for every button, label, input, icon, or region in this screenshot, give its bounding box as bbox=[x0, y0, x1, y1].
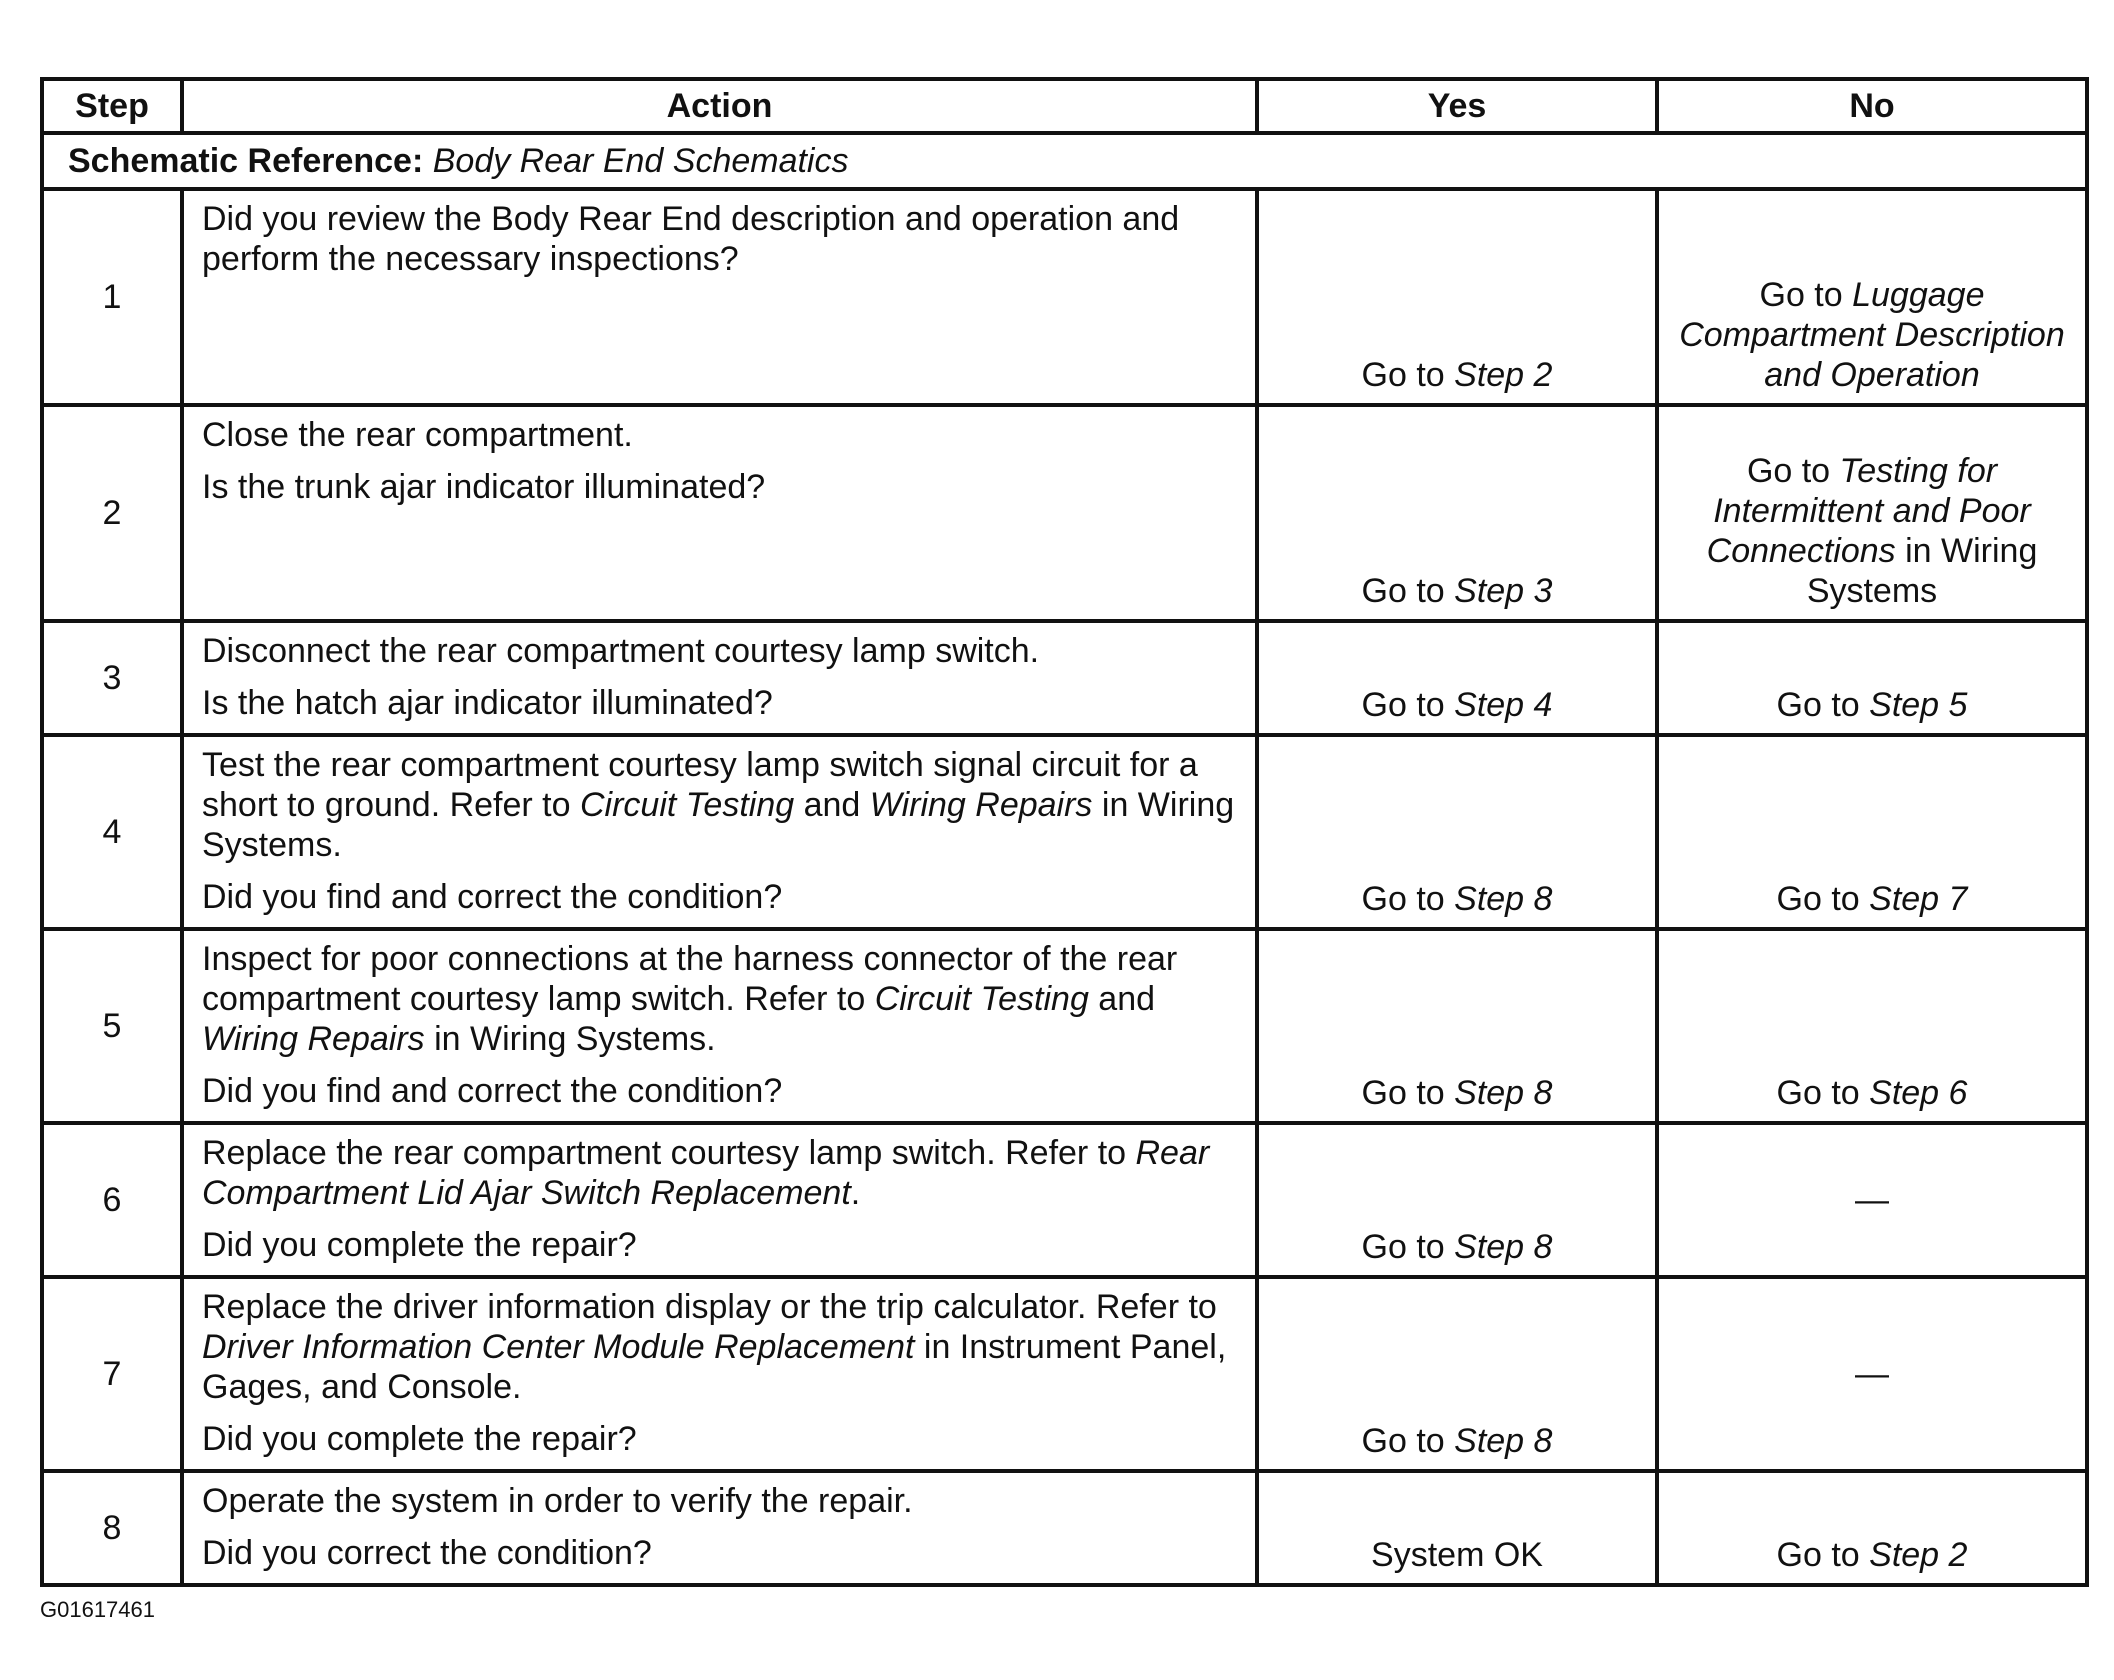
circuit-testing-link[interactable]: Circuit Testing bbox=[874, 980, 1089, 1018]
no-prefix: Go to bbox=[1776, 686, 1870, 724]
table-row bbox=[42, 1123, 2087, 1277]
no-step-link[interactable]: Step 6 bbox=[1869, 1074, 1968, 1112]
no-prefix: Go to bbox=[1776, 880, 1870, 918]
no-cell bbox=[1657, 621, 2087, 735]
action-question: Did you complete the repair? bbox=[202, 1420, 637, 1458]
yes-cell-system-ok: System OK bbox=[1257, 1471, 1657, 1585]
yes-step-link[interactable]: Step 8 bbox=[1454, 1422, 1553, 1460]
step-number: 6 bbox=[42, 1123, 182, 1277]
action-text: Close the rear compartment. bbox=[202, 416, 633, 454]
no-step-link[interactable]: Step 5 bbox=[1869, 686, 1968, 724]
no-cell-dash: — bbox=[1657, 1277, 2087, 1471]
action-cell bbox=[182, 929, 1257, 1123]
table-row bbox=[42, 189, 2087, 405]
action-question: Did you find and correct the condition? bbox=[202, 1072, 783, 1110]
yes-prefix: Go to bbox=[1361, 880, 1455, 918]
no-step-link[interactable]: Step 2 bbox=[1869, 1536, 1968, 1574]
header-step: Step bbox=[42, 79, 182, 133]
diagnostic-table bbox=[40, 77, 2089, 1587]
action-cell bbox=[182, 621, 1257, 735]
action-text: Operate the system in order to verify the repair. bbox=[202, 1482, 913, 1520]
yes-cell bbox=[1257, 405, 1657, 621]
step-number: 2 bbox=[42, 405, 182, 621]
no-reference-link[interactable]: Luggage Compartment Description and Operation bbox=[1679, 276, 2065, 394]
yes-prefix: Go to bbox=[1361, 356, 1455, 394]
action-question: Did you correct the condition? bbox=[202, 1534, 652, 1572]
no-cell bbox=[1657, 735, 2087, 929]
no-prefix: Go to bbox=[1776, 1536, 1870, 1574]
schematic-reference-label: Schematic Reference: bbox=[68, 142, 424, 180]
table-row bbox=[42, 405, 2087, 621]
no-prefix: Go to bbox=[1776, 1074, 1870, 1112]
action-cell bbox=[182, 405, 1257, 621]
yes-cell bbox=[1257, 621, 1657, 735]
no-prefix: Go to bbox=[1759, 276, 1853, 314]
yes-prefix: Go to bbox=[1361, 1422, 1455, 1460]
table-row bbox=[42, 735, 2087, 929]
circuit-testing-link[interactable]: Circuit Testing bbox=[579, 786, 795, 824]
step-number: 3 bbox=[42, 621, 182, 735]
yes-prefix: Go to bbox=[1361, 572, 1455, 610]
yes-cell bbox=[1257, 929, 1657, 1123]
schematic-reference-row bbox=[42, 133, 2087, 189]
yes-prefix: Go to bbox=[1361, 686, 1455, 724]
yes-cell bbox=[1257, 189, 1657, 405]
table-row bbox=[42, 621, 2087, 735]
action-question: Did you complete the repair? bbox=[202, 1226, 637, 1264]
no-cell-dash: — bbox=[1657, 1123, 2087, 1277]
action-text: Replace the rear compartment courtesy lamp switch. Refer to Rear Compartment Lid Ajar Switch Replacement. bbox=[202, 1134, 1210, 1212]
step-number: 1 bbox=[42, 189, 182, 405]
yes-step-link[interactable]: Step 8 bbox=[1454, 880, 1553, 918]
header-no: No bbox=[1657, 79, 2087, 133]
schematic-reference-link[interactable]: Body Rear End Schematics bbox=[432, 142, 849, 180]
yes-step-link[interactable]: Step 3 bbox=[1454, 572, 1553, 610]
no-suffix: in Wiring Systems bbox=[1806, 532, 2038, 610]
table-row bbox=[42, 1277, 2087, 1471]
module-replacement-link[interactable]: Driver Information Center Module Replacement bbox=[202, 1328, 915, 1366]
action-text: Disconnect the rear compartment courtesy lamp switch. bbox=[202, 632, 1040, 670]
no-cell bbox=[1657, 189, 2087, 405]
no-cell bbox=[1657, 929, 2087, 1123]
yes-step-link[interactable]: Step 4 bbox=[1454, 686, 1553, 724]
yes-step-link[interactable]: Step 2 bbox=[1454, 356, 1553, 394]
step-number: 8 bbox=[42, 1471, 182, 1585]
yes-step-link[interactable]: Step 8 bbox=[1454, 1228, 1553, 1266]
action-cell bbox=[182, 1123, 1257, 1277]
table-row bbox=[42, 1471, 2087, 1585]
header-yes: Yes bbox=[1257, 79, 1657, 133]
action-text: Inspect for poor connections at the harness connector of the rear compartment courtesy lamp switch. Refer to Circuit Testing and Wiring Repairs in Wiring Systems. bbox=[202, 940, 1178, 1058]
wiring-repairs-link[interactable]: Wiring Repairs bbox=[202, 1020, 425, 1058]
table-row bbox=[42, 929, 2087, 1123]
yes-prefix: Go to bbox=[1361, 1074, 1455, 1112]
switch-replacement-link[interactable]: Rear Compartment Lid Ajar Switch Replacement bbox=[202, 1134, 1210, 1212]
no-reference-link[interactable]: Testing for Intermittent and Poor Connections bbox=[1706, 452, 2031, 570]
yes-step-link[interactable]: Step 8 bbox=[1454, 1074, 1553, 1112]
yes-cell bbox=[1257, 735, 1657, 929]
action-text: Replace the driver information display or the trip calculator. Refer to Driver Information Center Module Replacement in Instrument Panel, Gages, and Console. bbox=[202, 1288, 1227, 1406]
action-question: Did you find and correct the condition? bbox=[202, 878, 783, 916]
schematic-reference bbox=[42, 133, 2087, 189]
action-text: Test the rear compartment courtesy lamp switch signal circuit for a short to ground. Refer to Circuit Testing and Wiring Repairs in Wiring Systems. bbox=[202, 746, 1235, 864]
action-cell bbox=[182, 1277, 1257, 1471]
step-number: 4 bbox=[42, 735, 182, 929]
no-cell bbox=[1657, 405, 2087, 621]
no-cell bbox=[1657, 1471, 2087, 1585]
action-cell bbox=[182, 1471, 1257, 1585]
wiring-repairs-link[interactable]: Wiring Repairs bbox=[869, 786, 1093, 824]
action-question: Is the hatch ajar indicator illuminated? bbox=[202, 684, 773, 722]
action-question: Is the trunk ajar indicator illuminated? bbox=[202, 468, 766, 506]
yes-cell bbox=[1257, 1123, 1657, 1277]
action-text: Did you review the Body Rear End description and operation and perform the necessary inspections? bbox=[202, 200, 1180, 278]
yes-prefix: Go to bbox=[1361, 1228, 1455, 1266]
action-cell bbox=[182, 735, 1257, 929]
no-step-link[interactable]: Step 7 bbox=[1869, 880, 1968, 918]
header-row bbox=[42, 79, 2087, 133]
step-number: 7 bbox=[42, 1277, 182, 1471]
no-prefix: Go to bbox=[1746, 452, 1840, 490]
yes-cell bbox=[1257, 1277, 1657, 1471]
step-number: 5 bbox=[42, 929, 182, 1123]
header-action: Action bbox=[182, 79, 1257, 133]
figure-code: G01617461 bbox=[40, 1597, 155, 1622]
action-cell bbox=[182, 189, 1257, 405]
